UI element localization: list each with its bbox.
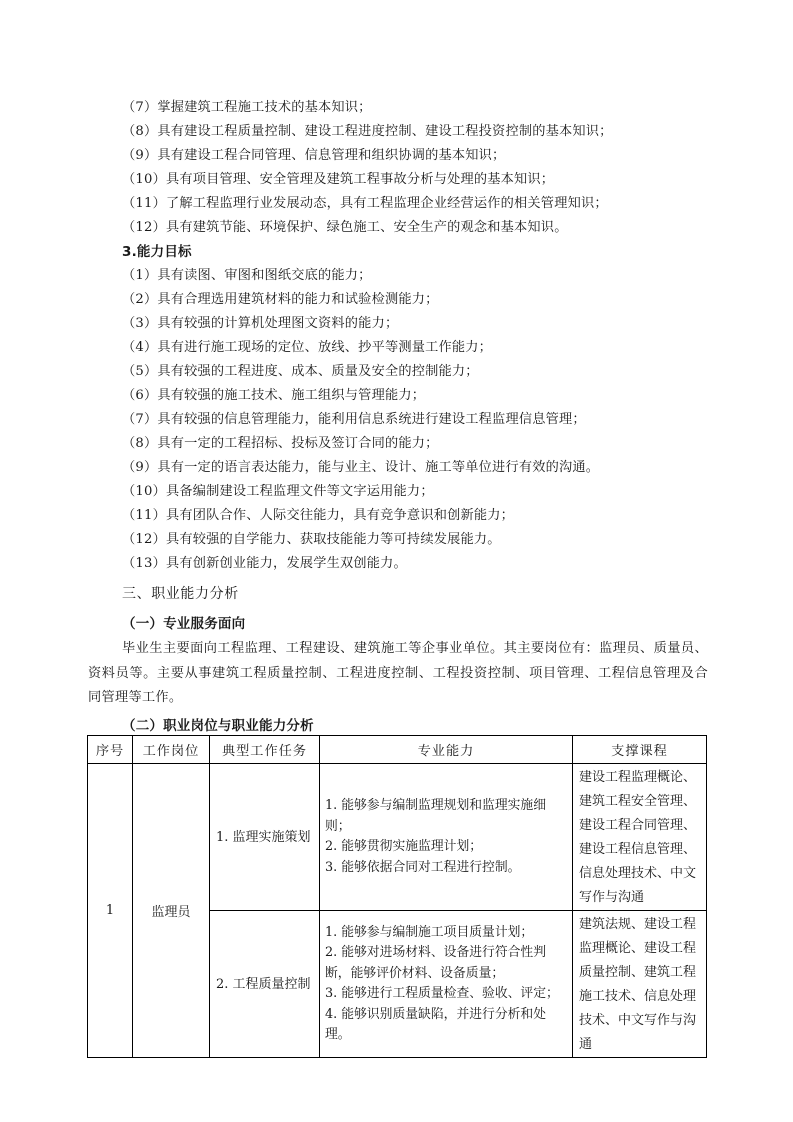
section-title: 三、职业能力分析 — [122, 586, 239, 602]
ability-cell: 1. 能够参与编制监理规划和监理实施细则； 2. 能够贯彻实施监理计划； 3. 能够依据合同对工程进行控制。 — [320, 764, 573, 911]
ability-heading: 3.能力目标 — [122, 244, 192, 260]
ability-item-5: （5）具有较强的工程进度、成本、质量及安全的控制能力； — [122, 364, 479, 379]
ability-item-9: （9）具有一定的语言表达能力，能与业主、设计、施工等单位进行有效的沟通。 — [122, 460, 600, 475]
subsection-title-service: （一）专业服务面向 — [122, 616, 246, 632]
knowledge-item-12: （12）具有建筑节能、环境保护、绿色施工、安全生产的观念和基本知识。 — [122, 220, 568, 235]
ability-item-8: （8）具有一定的工程招标、投标及签订合同的能力； — [122, 436, 439, 451]
table-header-row — [88, 736, 707, 764]
ability-item-11: （11）具有团队合作、人际交往能力，具有竞争意识和创新能力； — [122, 508, 515, 523]
ability-analysis-table — [87, 735, 707, 1058]
task-cell: 2. 工程质量控制 — [210, 911, 320, 1058]
header-index: 序号 — [88, 736, 133, 764]
knowledge-item-8: （8）具有建设工程质量控制、建设工程进度控制、建设工程投资控制的基本知识； — [122, 124, 613, 139]
subsection-title-analysis: （二）职业岗位与职业能力分析 — [122, 718, 314, 734]
knowledge-item-10: （10）具有项目管理、安全管理及建筑工程事故分析与处理的基本知识； — [122, 172, 555, 187]
row-position: 监理员 — [133, 764, 210, 1058]
courses-cell: 建筑法规、建设工程监理概论、建设工程质量控制、建筑工程施工技术、信息处理技术、中文写作与沟通 — [573, 911, 707, 1058]
ability-cell: 1. 能够参与编制施工项目质量计划； 2. 能够对进场材料、设备进行符合性判断，能够评价材料、设备质量； 3. 能够进行工程质量检查、验收、评定； 4. 能够识别质量缺陷，并进行分析和处理。 — [320, 911, 573, 1058]
courses-cell: 建设工程监理概论、建筑工程安全管理、建设工程合同管理、建设工程信息管理、信息处理技术、中文写作与沟通 — [573, 764, 707, 911]
ability-item-3: （3）具有较强的计算机处理图文资料的能力； — [122, 316, 399, 331]
ability-item-13: （13）具有创新创业能力，发展学生双创能力。 — [122, 556, 407, 571]
ability-item-4: （4）具有进行施工现场的定位、放线、抄平等测量工作能力； — [122, 340, 493, 355]
ability-item-1: （1）具有读图、审图和图纸交底的能力； — [122, 268, 372, 283]
knowledge-item-9: （9）具有建设工程合同管理、信息管理和组织协调的基本知识； — [122, 148, 506, 163]
header-courses: 支撑课程 — [573, 736, 707, 764]
service-paragraph: 毕业生主要面向工程监理、工程建设、建筑施工等企事业单位。其主要岗位有：监理员、质量员、资料员等。主要从事建筑工程质量控制、工程进度控制、工程投资控制、项目管理、工程信息管理及合同管理等工作。 — [88, 641, 708, 705]
knowledge-item-11: （11）了解工程监理行业发展动态，具有工程监理企业经营运作的相关管理知识； — [122, 196, 608, 211]
ability-item-6: （6）具有较强的施工技术、施工组织与管理能力； — [122, 388, 426, 403]
header-position: 工作岗位 — [133, 736, 210, 764]
header-ability: 专业能力 — [320, 736, 573, 764]
ability-item-2: （2）具有合理选用建筑材料的能力和试验检测能力； — [122, 292, 439, 307]
ability-item-10: （10）具备编制建设工程监理文件等文字运用能力； — [122, 484, 434, 499]
ability-item-12: （12）具有较强的自学能力、获取技能能力等可持续发展能力。 — [122, 532, 501, 547]
row-index: 1 — [88, 764, 133, 1058]
table-row — [88, 764, 707, 911]
header-task: 典型工作任务 — [210, 736, 320, 764]
ability-item-7: （7）具有较强的信息管理能力，能利用信息系统进行建设工程监理信息管理； — [122, 412, 586, 427]
knowledge-item-7: （7）掌握建筑工程施工技术的基本知识； — [122, 100, 372, 115]
task-cell: 1. 监理实施策划 — [210, 764, 320, 911]
